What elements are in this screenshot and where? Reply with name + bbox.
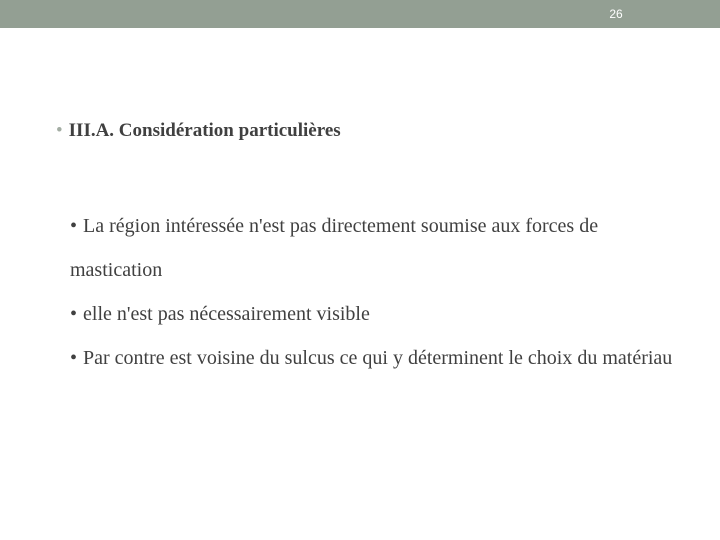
bullet-item (70, 336, 680, 380)
heading-bullet-icon: • (56, 120, 63, 141)
bullet-text: elle n'est pas nécessairement visible (83, 303, 370, 325)
slide-number: 26 (609, 7, 623, 21)
bullet-icon: • (70, 215, 78, 237)
slide-heading (56, 119, 341, 143)
bullet-item (70, 204, 680, 292)
header-bar (0, 0, 720, 28)
bullet-icon: • (70, 303, 78, 325)
bullet-icon: • (70, 347, 78, 369)
heading-text: III.A. Considération particulières (68, 120, 341, 141)
bullet-text: Par contre est voisine du sulcus ce qui y déterminent le choix du matériau (83, 347, 673, 369)
bullet-list (70, 204, 680, 380)
bullet-item (70, 292, 680, 336)
bullet-text: La région intéressée n'est pas directement soumise aux forces de mastication (70, 215, 599, 281)
